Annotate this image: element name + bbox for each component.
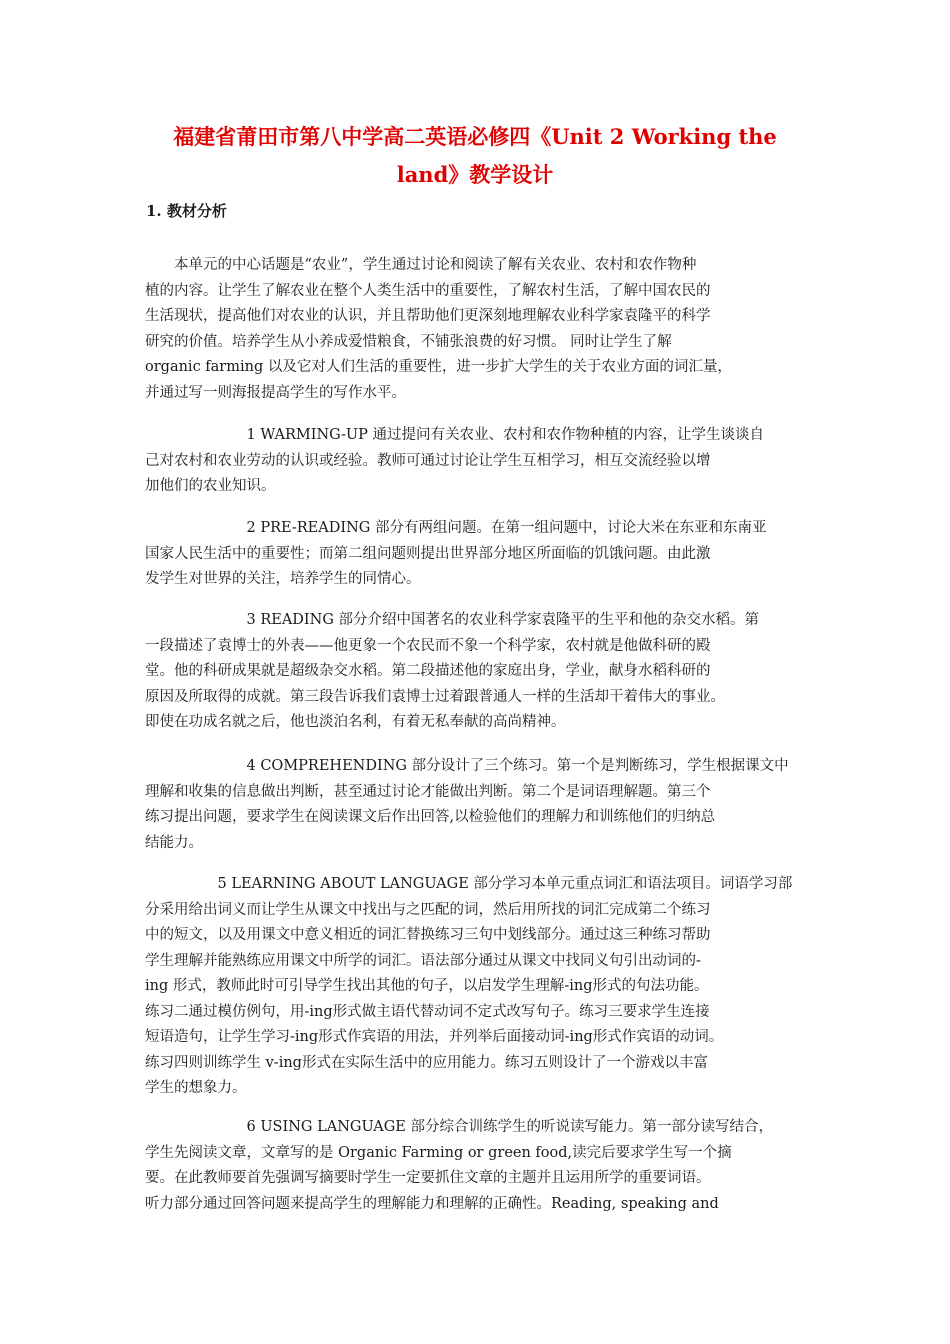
text-line: 结能力。	[145, 834, 203, 851]
text-line: 学生的想象力。	[145, 1080, 247, 1096]
text-line: ing 形式，教师此时可引导学生找出其他的句子，以启发学生理解-ing形式的句法功能。	[145, 978, 709, 994]
paragraph	[145, 608, 810, 736]
text-line: 2 PRE-READING 部分有两组问题。在第一组问题中，讨论大米在东亚和东南亚	[145, 520, 767, 536]
text-line: 植的内容。让学生了解农业在整个人类生活中的重要性，了解农村生活，了解中国农民的	[145, 282, 711, 299]
text-line: 发学生对世界的关注，培养学生的同情心。	[145, 571, 421, 587]
text-line: 一段描述了袁博士的外表——他更象一个农民而不象一个科学家，农村就是他做科研的殿	[145, 637, 711, 654]
text-line: 6 USING LANGUAGE 部分综合训练学生的听说读写能力。第一部分读写结合，	[145, 1119, 773, 1135]
text-line: 己对农村和农业劳动的认识或经验。教师可通过讨论让学生互相学习，相互交流经验以增	[145, 452, 711, 469]
document-title	[140, 118, 810, 194]
paragraph	[145, 253, 810, 406]
paragraph	[145, 1115, 810, 1217]
text-line: 并通过写一则海报提高学生的写作水平。	[145, 384, 406, 401]
text-line: 本单元的中心话题是“农业”，学生通过讨论和阅读了解有关农业、农村和农作物种	[145, 257, 697, 273]
paragraph	[145, 872, 810, 1102]
text-line: 练习二通过模仿例句，用-ing形式做主语代替动词不定式改写句子。练习三要求学生连接	[145, 1003, 710, 1020]
text-line: 学生理解并能熟练应用课文中所学的词汇。语法部分通过从课文中找同义句引出动词的-	[145, 952, 701, 969]
text-line: 听力部分通过回答问题来提高学生的理解能力和理解的正确性。Reading, speaking and	[145, 1195, 719, 1212]
paragraph	[145, 423, 810, 500]
text-line: 短语造句，让学生学习-ing形式作宾语的用法，并列举后面接动词-ing形式作宾语的动词。	[145, 1029, 724, 1045]
text-line: 中的短文，以及用课文中意义相近的词汇替换练习三句中划线部分。通过这三种练习帮助	[145, 927, 711, 943]
title-line: land》教学设计	[396, 162, 554, 187]
text-line: 1 WARMING-UP 通过提问有关农业、农村和农作物种植的内容，让学生谈谈自	[145, 427, 765, 443]
paragraph	[145, 754, 810, 856]
text-line: 原因及所取得的成就。第三段告诉我们袁博士过着跟普通人一样的生活却干着伟大的事业。	[145, 688, 725, 705]
text-line: 练习提出问题，要求学生在阅读课文后作出回答,以检验他们的理解力和训练他们的归纳总	[145, 809, 716, 825]
text-line: 学生先阅读文章，文章写的是 Organic Farming or green food,读完后要求学生写一个摘	[145, 1144, 732, 1161]
text-line: 分采用给出词义而让学生从课文中找出与之匹配的词，然后用所找的词汇完成第二个练习	[145, 901, 711, 918]
text-line: 生活现状，提高他们对农业的认识，并且帮助他们更深刻地理解农业科学家袁隆平的科学	[145, 308, 711, 324]
text-line: 5 LEARNING ABOUT LANGUAGE 部分学习本单元重点词汇和语法项目。词语学习部	[145, 876, 793, 892]
text-line: 加他们的农业知识。	[145, 478, 276, 494]
text-line: 理解和收集的信息做出判断，甚至通过讨论才能做出判断。第二个是词语理解题。第三个	[145, 783, 711, 800]
section-heading: 1. 教材分析	[146, 202, 227, 220]
text-line: 研究的价值。培养学生从小养成爱惜粮食，不铺张浪费的好习惯。 同时让学生了解	[145, 333, 672, 350]
text-line: 4 COMPREHENDING 部分设计了三个练习。第一个是判断练习，学生根据课文中	[145, 758, 789, 774]
text-line: 要。在此教师要首先强调写摘要时学生一定要抓住文章的主题并且运用所学的重要词语。	[145, 1170, 711, 1186]
text-line: 国家人民生活中的重要性；而第二组问题则提出世界部分地区所面临的饥饿问题。由此激	[145, 545, 711, 562]
text-line: organic farming 以及它对人们生活的重要性，进一步扩大学生的关于农业方面的词汇量，	[145, 359, 732, 375]
text-line: 练习四则训练学生 v-ing形式在实际生活中的应用能力。练习五则设计了一个游戏以丰富	[145, 1054, 708, 1071]
text-line: 堂。他的科研成果就是超级杂交水稻。第二段描述他的家庭出身，学业，献身水稻科研的	[145, 663, 711, 679]
paragraph	[145, 516, 810, 593]
text-line: 即使在功成名就之后，他也淡泊名利，有着无私奉献的高尚精神。	[145, 714, 566, 730]
title-line: 福建省莆田市第八中学高二英语必修四《Unit 2 Working the	[173, 124, 777, 149]
text-line: 3 READING 部分介绍中国著名的农业科学家袁隆平的生平和他的杂交水稻。第	[145, 612, 760, 628]
